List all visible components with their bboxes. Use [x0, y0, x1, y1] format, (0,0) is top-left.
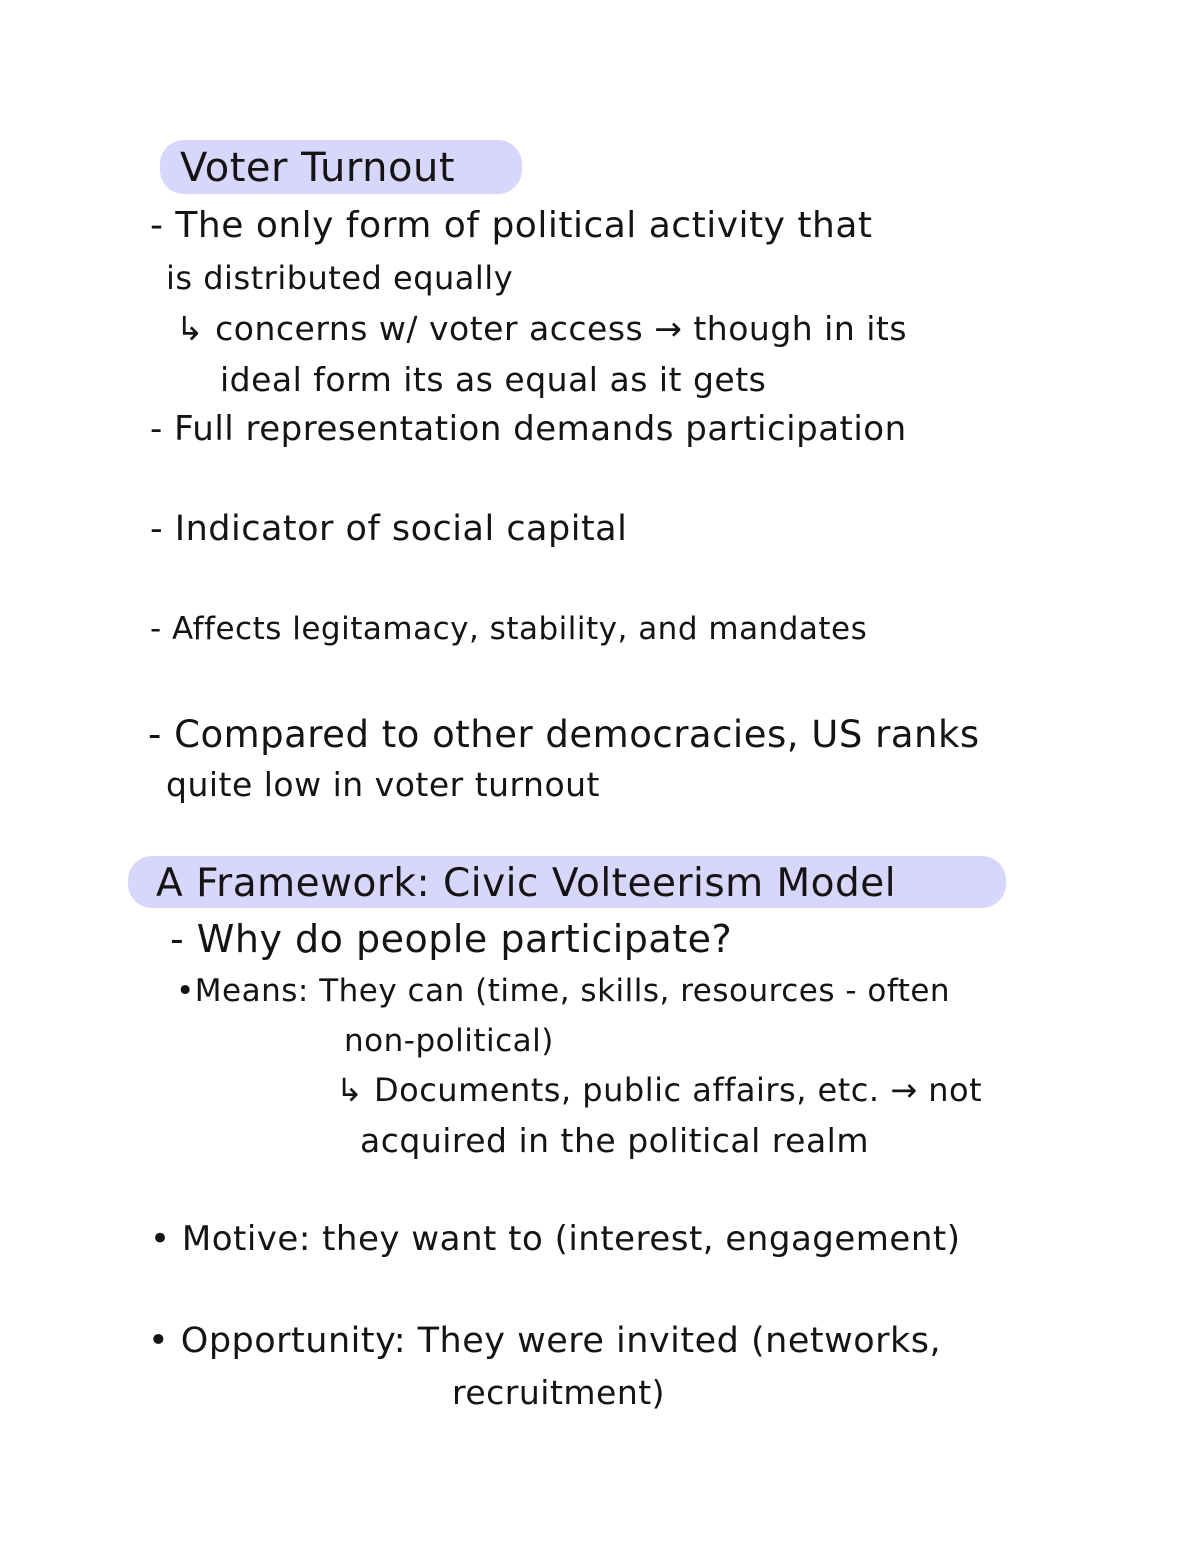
note-line: - Indicator of social capital — [150, 509, 628, 549]
note-line: non-political) — [344, 1023, 554, 1059]
note-line: ↳ concerns w/ voter access → though in its — [176, 309, 908, 348]
note-line: recruitment) — [452, 1373, 666, 1412]
note-line: is distributed equally — [166, 259, 514, 297]
note-line: ideal form its as equal as it gets — [220, 360, 767, 399]
note-line: - Affects legitamacy, stability, and mandates — [150, 611, 868, 647]
note-line: •Means: They can (time, skills, resources - often — [176, 973, 951, 1009]
note-line: acquired in the political realm — [360, 1121, 869, 1160]
framework-heading: A Framework: Civic Volteerism Model — [156, 861, 897, 906]
note-line: • Opportunity: They were invited (networks, — [148, 1321, 942, 1361]
note-line: - Full representation demands participation — [150, 409, 907, 449]
note-line: ↳ Documents, public affairs, etc. → not — [336, 1071, 983, 1109]
note-line: - Compared to other democracies, US ranks — [148, 713, 980, 756]
voter-turnout-heading: Voter Turnout — [180, 145, 455, 191]
note-line: - The only form of political activity that — [150, 205, 873, 246]
note-line: • Motive: they want to (interest, engagement) — [150, 1219, 961, 1259]
note-line: - Why do people participate? — [170, 917, 733, 961]
note-line: quite low in voter turnout — [166, 765, 600, 804]
